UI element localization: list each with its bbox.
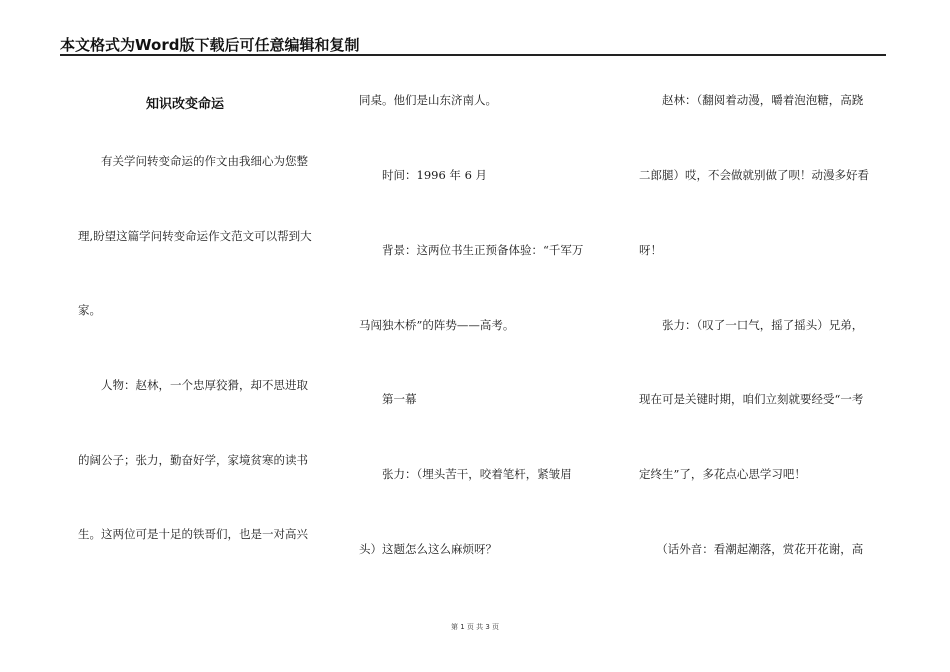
text-line: 背景：这两位书生正预备体验：“千军万 <box>359 243 584 257</box>
text-line: 赵林：（翻阅着动漫，嚼着泡泡糖，高跷 <box>639 93 864 107</box>
text-line: 时间：1996 年 6 月 <box>359 168 488 182</box>
text-line: （话外音：看潮起潮落，赏花开花谢，高 <box>639 542 864 556</box>
text-line: 理,盼望这篇学问转变命运作文范文可以帮到大 <box>78 229 312 243</box>
text-line: 现在可是关键时期，咱们立刻就要经受“一考 <box>639 392 864 406</box>
page-footer: 第 1 页 共 3 页 <box>450 623 500 631</box>
text-line: 有关学问转变命运的作文由我细心为您整 <box>78 154 308 168</box>
column-2 <box>359 0 609 672</box>
text-line: 头）这题怎么这么麻烦呀？ <box>359 542 497 556</box>
column-3 <box>639 0 889 672</box>
text-line: 张力：（叹了一口气，摇了摇头）兄弟， <box>639 318 864 332</box>
text-line: 同桌。他们是山东济南人。 <box>359 93 497 107</box>
text-line: 马闯独木桥”的阵势——高考。 <box>359 318 515 332</box>
text-line: 二郎腿）哎，不会做就别做了呗！动漫多好看 <box>639 168 869 182</box>
header-text: 本文格式为Word版下载后可任意编辑和复制 <box>60 36 360 54</box>
text-line: 家。 <box>78 303 101 317</box>
text-line: 人物：赵林，一个忠厚狡猾，却不思进取 <box>78 378 308 392</box>
text-line: 张力：（埋头苦干，咬着笔杆，紧皱眉 <box>359 467 572 481</box>
text-line: 第一幕 <box>359 392 417 406</box>
text-line: 的阔公子；张力，勤奋好学，家境贫寒的读书 <box>78 453 308 467</box>
text-line: 呀！ <box>639 243 662 257</box>
text-line: 生。这两位可是十足的铁哥们，也是一对高兴 <box>78 527 308 541</box>
column-1 <box>78 0 328 672</box>
article-title: 知识改变命运 <box>146 97 225 112</box>
text-line: 定终生”了，多花点心思学习吧！ <box>639 467 806 481</box>
